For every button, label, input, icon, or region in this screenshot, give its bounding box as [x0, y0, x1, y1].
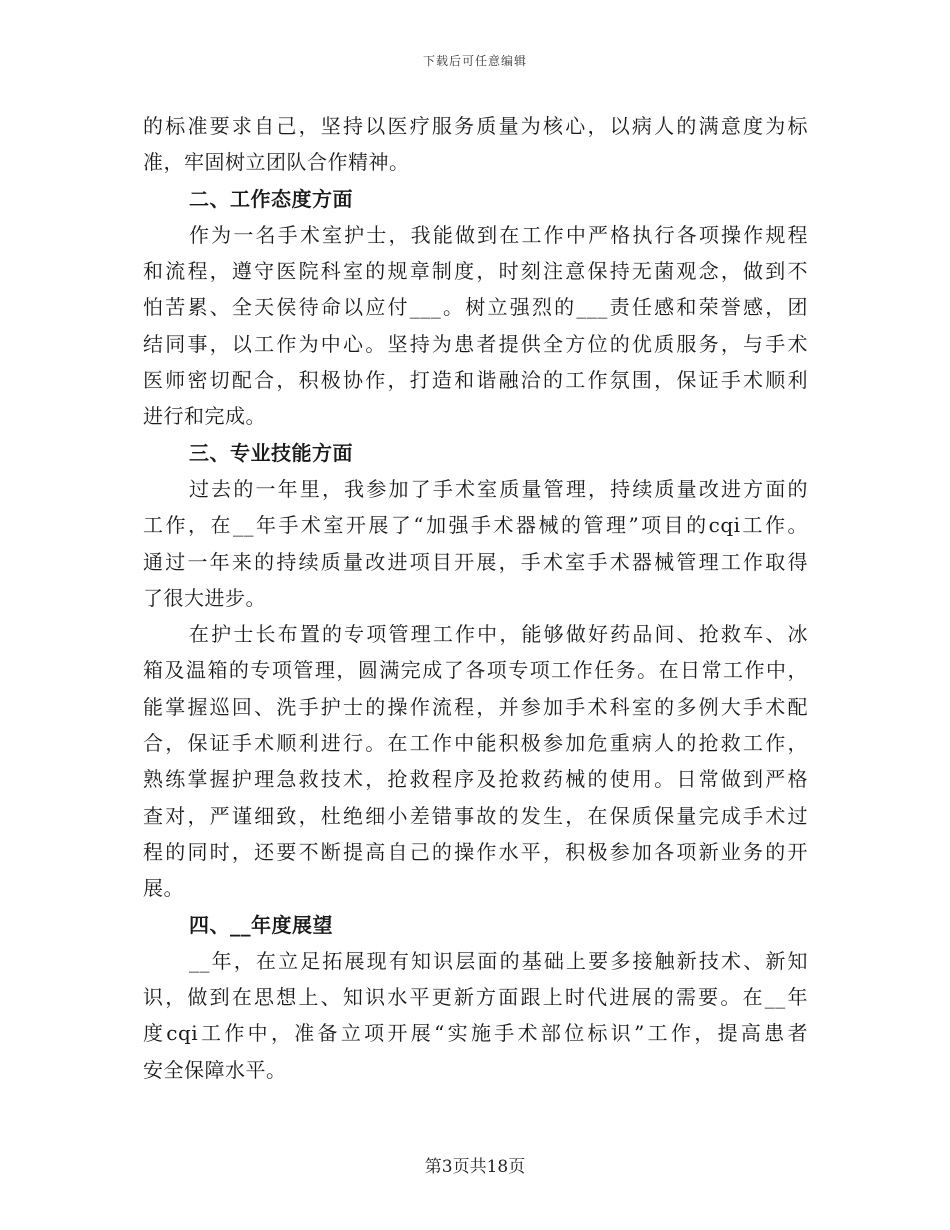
paragraph-line: 识，做到在思想上、知识水平更新方面跟上时代进展的需要。在__年 [143, 985, 808, 1010]
paragraph-line: 了很大进步。 [143, 585, 266, 610]
paragraph-line: 过去的一年里，我参加了手术室质量管理，持续质量改进方面的 [189, 476, 808, 501]
paragraph-line: 安全保障水平。 [143, 1057, 287, 1082]
paragraph-line: 箱及温箱的专项管理，圆满完成了各项专项工作任务。在日常工作中， [143, 658, 808, 683]
paragraph-line: 查对，严谨细致，杜绝细小差错事故的发生，在保质保量完成手术过 [143, 803, 808, 828]
paragraph-line: 怕苦累、全天侯待命以应付___。树立强烈的___责任感和荣誉感，团 [143, 295, 808, 320]
paragraph-line: __年，在立足拓展现有知识层面的基础上要多接触新技术、新知 [189, 948, 808, 973]
paragraph-line: 医师密切配合，积极协作，打造和谐融洽的工作氛围，保证手术顺利 [143, 368, 808, 393]
section-heading: 三、专业技能方面 [189, 440, 353, 465]
paragraph-line: 能掌握巡回、洗手护士的操作流程，并参加手术科室的多例大手术配 [143, 694, 808, 719]
paragraph-line: 展。 [143, 876, 184, 901]
paragraph-line: 在护士长布置的专项管理工作中，能够做好药品间、抢救车、冰 [189, 622, 808, 647]
page-footer: 第3页共18页 [424, 1157, 526, 1177]
paragraph-line: 通过一年来的持续质量改进项目开展，手术室手术器械管理工作取得 [143, 549, 808, 574]
paragraph-line: 合，保证手术顺利进行。在工作中能积极参加危重病人的抢救工作， [143, 731, 808, 756]
paragraph-line: 准，牢固树立团队合作精神。 [143, 150, 410, 175]
paragraph-line: 结同事，以工作为中心。坚持为患者提供全方位的优质服务，与手术 [143, 331, 808, 356]
document-body [143, 108, 808, 1088]
paragraph-line: 程的同时，还要不断提高自己的操作水平，积极参加各项新业务的开 [143, 839, 808, 864]
paragraph-line: 工作，在__年手术室开展了“加强手术器械的管理”项目的cqi工作。 [143, 513, 808, 538]
paragraph-line: 度cqi工作中，准备立项开展“实施手术部位标识”工作，提高患者 [143, 1021, 808, 1046]
paragraph-line: 作为一名手术室护士，我能做到在工作中严格执行各项操作规程 [189, 222, 808, 247]
paragraph-line: 进行和完成。 [143, 404, 266, 429]
page-header: 下载后可任意编辑 [422, 54, 527, 68]
paragraph-line: 的标准要求自己，坚持以医疗服务质量为核心，以病人的满意度为标 [143, 114, 808, 138]
paragraph-line: 和流程，遵守医院科室的规章制度，时刻注意保持无菌观念，做到不 [143, 259, 808, 284]
section-heading: 二、工作态度方面 [189, 186, 353, 211]
paragraph-line: 熟练掌握护理急救技术，抢救程序及抢救药械的使用。日常做到严格 [143, 767, 808, 792]
section-heading: 四、__年度展望 [189, 912, 333, 937]
